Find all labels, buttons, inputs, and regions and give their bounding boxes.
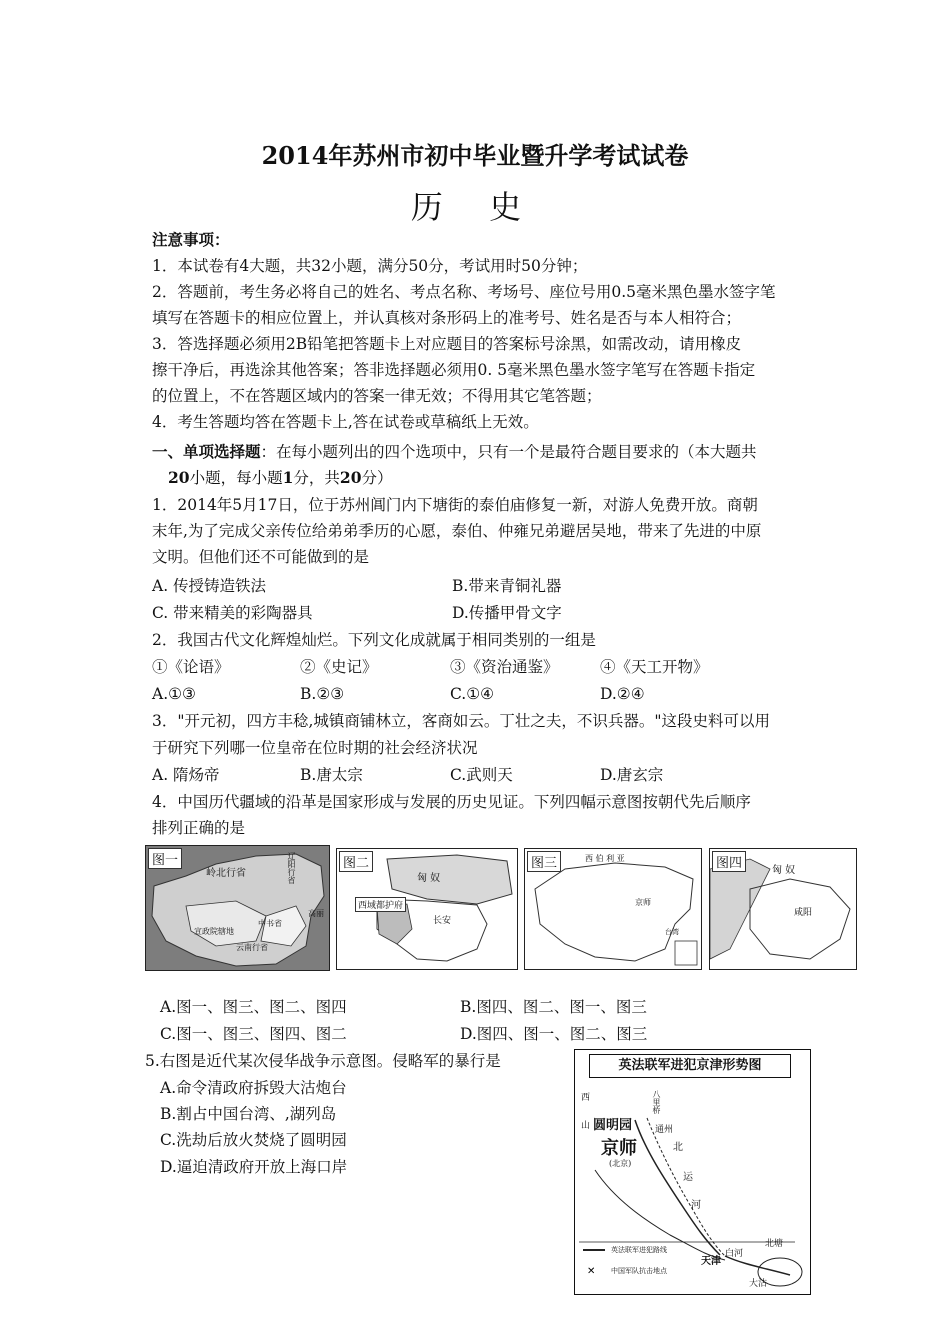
q2-item: ③《资治通鉴》: [450, 658, 559, 676]
q5-map-label: 天津: [701, 1256, 721, 1267]
map-3-label: 图三: [527, 851, 561, 872]
notice-line: 填写在答题卡的相应位置上，并认真核对条形码上的准考号、姓名是否与本人相符合；: [152, 309, 742, 327]
q2-option-a: A.①③: [152, 685, 196, 703]
notice-line: 的位置上，不在答题区域内的答案一律无效；不得用其它笔答题；: [152, 387, 602, 405]
q5-stem: 5.右图是近代某次侵华战争示意图。侵略军的暴行是: [145, 1052, 501, 1070]
q5-map-title: 英法联军进犯京津形势图: [589, 1054, 791, 1078]
q1-option-a: A. 传授铸造铁法: [152, 577, 267, 595]
map-2-label: 图二: [339, 851, 373, 872]
q5-option-b: B.割占中国台湾、,湖列岛: [160, 1105, 337, 1123]
notice-line: 1．本试卷有4大题，共32小题，满分50分，考试用时50分钟；: [152, 257, 588, 275]
q5-map-label: 大沽: [749, 1279, 768, 1289]
q5-map-label: 通州: [655, 1125, 674, 1135]
section-heading: [152, 442, 757, 462]
q5-map-label: 北塘: [765, 1239, 784, 1249]
map-1-label: 图一: [148, 848, 182, 869]
map-4-label: 图四: [712, 851, 746, 872]
q5-option-c: C.洗劫后放火焚烧了圆明园: [160, 1131, 347, 1149]
map-4-text: 咸阳: [794, 908, 813, 918]
section-text: 分，共: [293, 469, 340, 487]
q5-map-label: 八里桥: [652, 1090, 661, 1114]
map-2-text: 西域都护府: [355, 897, 406, 912]
map-figure-3: [524, 848, 702, 970]
map-figure-1: [145, 845, 330, 971]
q4-option-d: D.图四、图一、图二、图三: [460, 1025, 648, 1043]
q1-option-c: C. 带来精美的彩陶器具: [152, 604, 313, 622]
map-1-text: 岭北行省: [206, 868, 246, 879]
q5-map-label: 京师: [601, 1138, 637, 1159]
q4-stem: 4．中国历代疆域的沿革是国家形成与发展的历史见证。下列四幅示意图按朝代先后顺序: [152, 793, 751, 811]
notice-heading: 注意事项：: [152, 230, 230, 249]
q5-map-label: (北京): [609, 1159, 632, 1168]
q5-option-d: D.逼迫清政府开放上海口岸: [160, 1158, 348, 1176]
q1-option-d: D.传播甲骨文字: [452, 604, 562, 622]
map-1-text: 高丽: [308, 909, 324, 918]
q2-option-d: D.②④: [600, 685, 645, 703]
q1-stem: 末年,为了完成父亲传位给弟弟季历的心愿，泰伯、仲雍兄弟避居吴地，带来了先进的中原: [152, 522, 762, 540]
q4-option-a: A.图一、图三、图二、图四: [160, 998, 347, 1016]
map-1-text: 宣政院辖地: [194, 927, 234, 936]
section-total: 20: [339, 468, 362, 487]
q3-option-a: A. 隋炀帝: [152, 766, 220, 784]
map-1-text: 中书省: [258, 919, 282, 928]
notice-line: 4．考生答题均答在答题卡上,答在试卷或草稿纸上无效。: [152, 413, 539, 431]
map-3-text: 京师: [635, 898, 651, 907]
map-4-text: 匈 奴: [772, 865, 796, 876]
page-title: 2014年苏州市初中毕业暨升学考试试卷: [261, 141, 689, 170]
map-figure-2: [336, 848, 518, 970]
section-label: 一、单项选择题: [152, 442, 261, 461]
notice-line: 3．答选择题必须用2B铅笔把答题卡上对应题目的答案标号涂黑，如需改动，请用橡皮: [152, 335, 742, 353]
q1-stem: 文明。但他们还不可能做到的是: [152, 548, 370, 566]
q1-option-b: B.带来青铜礼器: [452, 577, 562, 595]
q2-option-c: C.①④: [450, 685, 495, 703]
q5-map-label: 河: [691, 1200, 701, 1211]
q5-map-legend: 中国军队抗击地点: [611, 1267, 667, 1275]
map-figure-4: [709, 848, 857, 970]
section-score: 1: [282, 468, 294, 487]
section-text: 小题，每小题: [189, 469, 283, 487]
q5-map-label: 北: [673, 1142, 683, 1153]
q5-map-label: 白河: [725, 1249, 744, 1259]
map-3-text: 台湾: [665, 928, 679, 936]
section-desc-line2: [168, 468, 393, 488]
section-count: 20: [168, 468, 190, 487]
section-desc: ：在每小题列出的四个选项中，只有一个是最符合题目要求的（本大题共: [260, 443, 757, 461]
q3-option-d: D.唐玄宗: [600, 766, 664, 784]
q4-option-b: B.图四、图二、图一、图三: [460, 998, 647, 1016]
q2-item: ②《史记》: [300, 658, 378, 676]
notice-line: 2．答题前，考生务必将自己的姓名、考点名称、考场号、座位号用0.5毫米黑色墨水签字笔: [152, 283, 776, 301]
q3-stem: 于研究下列哪一位皇帝在位时期的社会经济状况: [152, 739, 478, 757]
q5-option-a: A.命令清政府拆毁大沽炮台: [160, 1079, 347, 1097]
q2-stem: 2．我国古代文化辉煌灿烂。下列文化成就属于相同类别的一组是: [152, 631, 596, 649]
q3-option-b: B.唐太宗: [300, 766, 363, 784]
q2-item: ①《论语》: [152, 658, 230, 676]
map-1-text: 辽阳行省: [287, 852, 296, 884]
q5-map-label: 圆明园: [593, 1118, 633, 1133]
subject-title: 历 史: [410, 188, 540, 226]
q5-map-label: 西: [581, 1093, 591, 1103]
q2-item: ④《天工开物》: [600, 658, 709, 676]
q1-stem: 1．2014年5月17日，位于苏州阊门内下塘街的泰伯庙修复一新，对游人免费开放。商朝: [152, 496, 758, 514]
svg-text:✕: ✕: [587, 1266, 596, 1277]
notice-line: 擦干净后，再选涂其他答案；答非选择题必须用0. 5毫米黑色墨水签字笔写在答题卡指定: [152, 361, 756, 379]
q5-map-label: 运: [683, 1172, 693, 1183]
q5-map-legend: 英法联军进犯路线: [611, 1246, 667, 1254]
q4-stem: 排列正确的是: [152, 819, 246, 837]
q5-war-map: [574, 1049, 811, 1295]
map-3-text: 西 伯 利 亚: [585, 854, 625, 863]
q2-option-b: B.②③: [300, 685, 345, 703]
q4-option-c: C.图一、图三、图四、图二: [160, 1025, 347, 1043]
q3-stem: 3．"开元初，四方丰稔,城镇商铺林立，客商如云。丁壮之夫，不识兵器。"这段史料可以用: [152, 712, 771, 730]
q3-option-c: C.武则天: [450, 766, 513, 784]
section-text: 分）: [361, 469, 393, 487]
map-2-text: 匈 奴: [417, 873, 441, 884]
map-1-text: 云南行省: [236, 943, 268, 952]
q5-map-label: 山: [581, 1121, 591, 1131]
map-2-text: 长安: [433, 916, 452, 926]
